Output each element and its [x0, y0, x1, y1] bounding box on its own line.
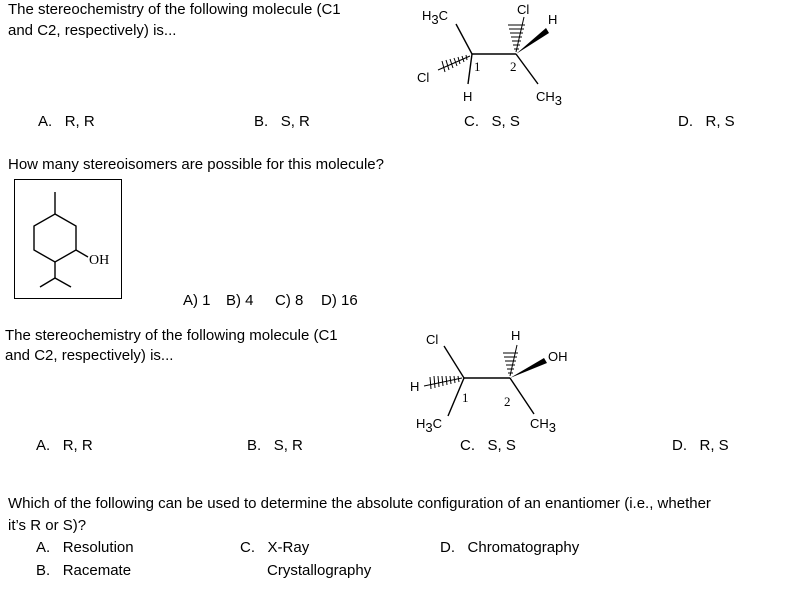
q1-option-b[interactable]: B. S, R — [254, 113, 310, 130]
q3-option-b[interactable]: B. S, R — [247, 437, 303, 454]
q2-isopropyl-right — [55, 278, 71, 287]
q3-c1-cl-bond — [444, 346, 464, 378]
q3-label-h3c: H3C — [416, 416, 443, 435]
q2-oh-bond — [76, 250, 88, 257]
q3-c1-hash-bond — [424, 376, 462, 389]
q1-c1-hash-bond — [438, 55, 470, 72]
q3-question-line1: The stereochemistry of the following molecule (C1 — [5, 327, 338, 344]
q4-option-d[interactable]: D. Chromatography — [440, 539, 580, 556]
q1-option-d[interactable]: D. R, S — [678, 113, 735, 130]
q1-label-cl-left: Cl — [417, 70, 430, 85]
q4-question-line1: Which of the following can be used to determine the absolute configuration of an enantiomer (i.e., whether — [8, 495, 711, 512]
q2-option-c[interactable]: C) 8 — [275, 292, 304, 309]
q4-option-a[interactable]: A. Resolution — [36, 539, 134, 556]
q3-label-h-left: H — [410, 379, 420, 394]
q2-ring — [34, 214, 76, 262]
q3-option-c[interactable]: C. S, S — [460, 437, 516, 454]
q4-question-line2: it’s R or S)? — [8, 517, 87, 534]
q1-label-ch3: CH3 — [536, 89, 563, 108]
q1-c2-hash-bond — [508, 17, 525, 52]
q1-molecule-structure — [400, 0, 600, 112]
q3-molecule-structure — [400, 320, 600, 435]
q1-c1-methyl-bond — [456, 24, 472, 54]
q3-label-cl: Cl — [426, 332, 439, 347]
q2-option-a[interactable]: A) 1 — [183, 292, 211, 309]
q2-option-b[interactable]: B) 4 — [226, 292, 254, 309]
q2-molecule-structure — [15, 180, 123, 300]
q3-c1-number: 1 — [462, 390, 469, 405]
q2-molecule-box — [14, 179, 122, 299]
q3-option-d[interactable]: D. R, S — [672, 437, 729, 454]
q1-question-line2: and C2, respectively) is... — [8, 22, 177, 39]
q1-label-h-top: H — [548, 12, 558, 27]
q1-label-h3c: H3C — [422, 8, 449, 27]
q2-isopropyl-left — [40, 278, 55, 287]
q1-c1-h-bond — [468, 54, 472, 84]
q3-label-oh: OH — [548, 349, 568, 364]
q3-option-a[interactable]: A. R, R — [36, 437, 93, 454]
q1-question-line1: The stereochemistry of the following molecule (C1 — [8, 1, 341, 18]
q4-option-c[interactable]: C. X-Ray — [240, 539, 310, 556]
q3-question-line2: and C2, respectively) is... — [5, 347, 174, 364]
q3-label-ch3: CH3 — [530, 416, 557, 435]
q3-c2-methyl-bond — [510, 378, 534, 414]
q1-c1-number: 1 — [474, 59, 481, 74]
q2-oh-label: OH — [89, 253, 110, 268]
q1-option-c[interactable]: C. S, S — [464, 113, 520, 130]
q3-label-h-top: H — [511, 328, 521, 343]
q3-c2-number: 2 — [504, 394, 511, 409]
q4-option-b[interactable]: B. Racemate — [36, 562, 132, 579]
q2-question: How many stereoisomers are possible for this molecule? — [8, 156, 384, 173]
q1-c2-number: 2 — [510, 59, 517, 74]
q2-option-d[interactable]: D) 16 — [321, 292, 358, 309]
q1-c2-methyl-bond — [516, 54, 538, 84]
q1-option-a[interactable]: A. R, R — [38, 113, 95, 130]
q3-c2-hash-bond — [503, 345, 518, 376]
q1-label-cl-top: Cl — [517, 2, 530, 17]
q1-label-h-bottom: H — [463, 89, 473, 104]
q4-option-c-line2[interactable]: Crystallography — [267, 562, 372, 579]
